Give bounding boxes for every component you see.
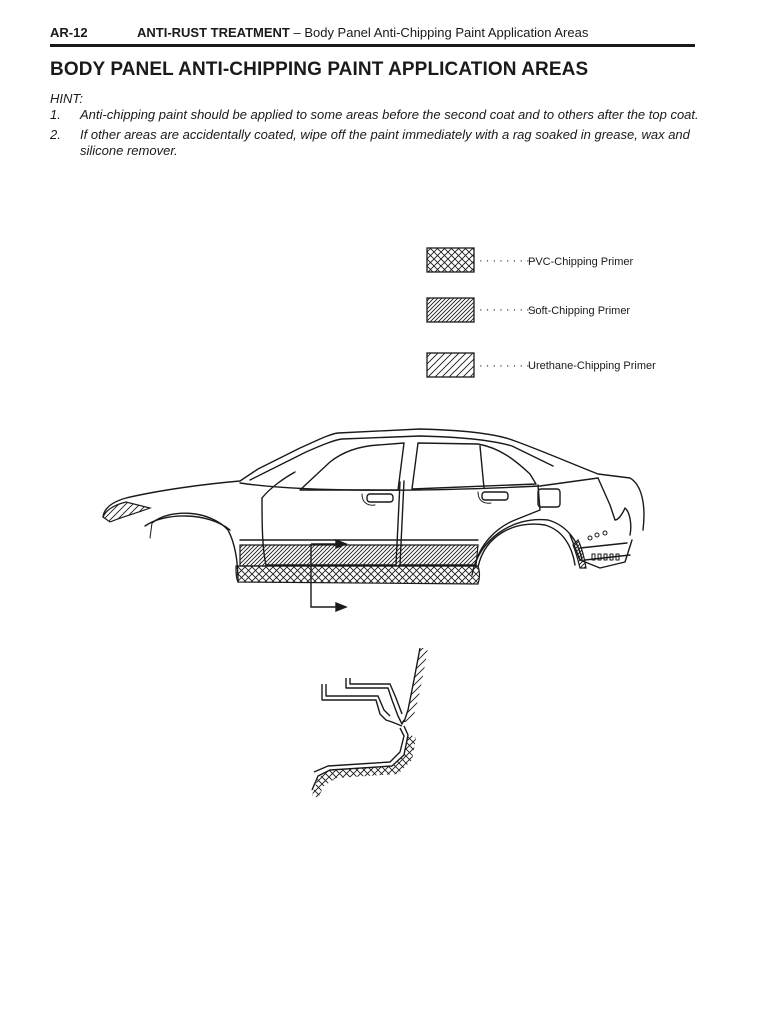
soft-swatch <box>427 298 474 322</box>
body-outline <box>103 429 644 530</box>
section-title <box>137 24 588 42</box>
car-side-view <box>103 429 644 582</box>
rear-door-window <box>412 443 536 489</box>
legend-leader: · · · · · · · · · <box>479 304 537 316</box>
hint-block <box>50 91 700 163</box>
section-name: ANTI-RUST TREATMENT <box>137 25 290 40</box>
front-door <box>262 482 400 565</box>
hint-number: 2. <box>50 127 61 142</box>
rocker-lower-coating <box>236 566 480 584</box>
hint-text: Anti-chipping paint should be applied to some areas before the second coat and to others after the top coat. <box>80 107 699 122</box>
hint-item-2 <box>50 127 700 159</box>
legend <box>427 248 656 377</box>
front-door-window <box>300 443 404 490</box>
urethane-swatch <box>427 353 474 377</box>
legend-leader: · · · · · · · · · <box>479 255 537 267</box>
legend-leader: · · · · · · · · · <box>479 360 537 372</box>
rear-wheel-arch <box>478 524 575 567</box>
sill-cross-section <box>312 648 428 798</box>
page-header <box>50 22 695 47</box>
front-wheel-arch <box>152 513 238 582</box>
rear-door <box>400 481 540 565</box>
fender-tip-coating <box>103 502 150 522</box>
legend-item-urethane <box>427 353 656 377</box>
legend-item-soft <box>427 298 630 322</box>
hint-label: HINT: <box>50 91 83 106</box>
rocker-upper-coating <box>240 545 478 566</box>
hint-list <box>50 107 700 159</box>
outer-panel-hatch <box>404 648 428 722</box>
legend-label-urethane: Urethane-Chipping Primer <box>528 360 656 372</box>
hint-item-1 <box>50 107 700 123</box>
coated-areas <box>103 502 586 584</box>
rear-panel-holes <box>588 531 619 560</box>
page-code: AR-12 <box>50 25 88 40</box>
pvc-swatch <box>427 248 474 272</box>
hint-text: If other areas are accidentally coated, wipe off the paint immediately with a rag soaked in grease, wax and silicone remover. <box>80 127 690 158</box>
hint-number: 1. <box>50 107 61 122</box>
lower-section-coating <box>312 732 416 798</box>
page-title: BODY PANEL ANTI-CHIPPING PAINT APPLICATION AREAS <box>50 59 589 80</box>
section-line <box>311 544 336 607</box>
legend-label-pvc: PVC-Chipping Primer <box>528 256 634 268</box>
section-arrows <box>311 540 346 611</box>
section-subtitle: – Body Panel Anti-Chipping Paint Application Areas <box>289 25 589 40</box>
arrow-head-lower <box>336 603 346 611</box>
rear-door-handle <box>482 492 508 500</box>
fuel-door <box>538 489 560 507</box>
legend-item-pvc <box>427 248 633 272</box>
arrow-head-upper <box>336 540 346 548</box>
legend-label-soft: Soft-Chipping Primer <box>528 305 631 317</box>
front-door-handle <box>367 494 393 502</box>
